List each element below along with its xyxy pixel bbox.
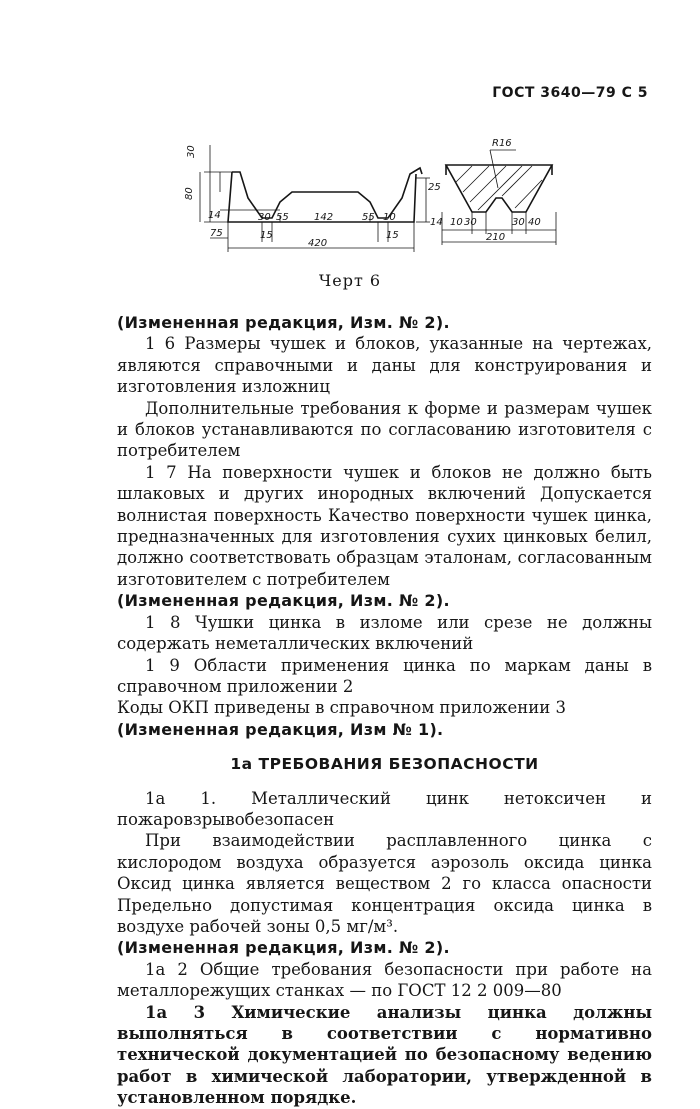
paragraph-okp-codes: Коды ОКП приведены в справочном приложении 3: [117, 698, 567, 718]
dim-55-left: 55: [276, 212, 289, 223]
amendment-note: (Измененная редакция, Изм. № 2).: [117, 938, 450, 958]
paragraph-1a-3: 1а 3 Химические анализы цинка должны выполняться в соответствии с нормативно технической документацией по безопасному ведению работ в химической лаборатории, утвержденной в установленном порядке.: [117, 1002, 652, 1108]
dim-15-right: 15: [386, 230, 399, 241]
dim-30-left: 30: [258, 212, 271, 223]
dim-14-left: 14: [208, 210, 221, 221]
dim-10: 10: [383, 212, 396, 223]
paragraph-1-9: 1 9 Области применения цинка по маркам даны в справочном приложении 2: [117, 655, 652, 696]
dim-30-height: 30: [186, 145, 197, 158]
dim-14-block: 14: [430, 217, 443, 228]
ingot-drawing: [180, 130, 570, 260]
dim-10-block: 10: [450, 217, 463, 228]
paragraph-1-8: 1 8 Чушки цинка в изломе или срезе не должны содержать неметаллических включений: [117, 612, 652, 654]
dim-210: 210: [486, 232, 506, 243]
dim-25: 25: [428, 182, 441, 193]
paragraph-1-6-additional: Дополнительные требования к форме и размерам чушек и блоков устанавливаются по согласованию изготовителя с потребителем: [117, 398, 652, 461]
dim-142: 142: [314, 212, 334, 223]
dim-80-height: 80: [184, 187, 195, 200]
dim-40: 40: [528, 217, 541, 228]
paragraph-1a-1: 1а 1. Металлический цинк нетоксичен и пожаровзрывобезопасен: [117, 788, 652, 829]
document-body: [117, 312, 652, 1109]
paragraph-1a-1-details: При взаимодействии расплавленного цинка с кислородом воздуха образуется аэрозоль оксида цинка Оксид цинка является веществом 2 го класса опасности Предельно допустимая концентрация оксида цинка в воздухе рабочей зоны 0,5 мг/м³.: [117, 831, 652, 936]
dim-r16: R16: [492, 138, 512, 149]
dim-55-right: 55: [362, 212, 375, 223]
paragraph-1a-2: 1а 2 Общие требования безопасности при работе на металлорежущих станках — по ГОСТ 12 2 009—80: [117, 959, 652, 1001]
paragraph-1-7: 1 7 На поверхности чушек и блоков не должно быть шлаковых и других инородных включений Допускается волнистая поверхность Качество поверхности чушек цинка, предназначенных для изготовления сухих цинковых белил, должно соответствовать образцам эталонам, согласованным изготовителем с потребителем: [117, 462, 652, 589]
amendment-note: (Измененная редакция, Изм № 1).: [117, 719, 444, 739]
dim-15-left: 15: [260, 230, 273, 241]
figure-caption: Черт 6: [318, 271, 382, 290]
amendment-note: (Измененная редакция, Изм. № 2).: [117, 313, 450, 332]
page-header-gost: ГОСТ 3640—79 С 5: [492, 85, 648, 101]
ingot-drawing-svg: [180, 130, 570, 260]
section-title: 1а ТРЕБОВАНИЯ БЕЗОПАСНОСТИ: [230, 755, 539, 774]
paragraph-1-6: 1 6 Размеры чушек и блоков, указанные на чертежах, являются справочными и даны для конструирования и изготовления изложниц: [117, 334, 652, 397]
dim-75: 75: [210, 228, 223, 239]
dim-30-block-left: 30: [464, 217, 477, 228]
dim-420: 420: [308, 238, 328, 249]
amendment-note: (Измененная редакция, Изм. № 2).: [117, 591, 450, 611]
block-hatching: [456, 166, 542, 210]
dim-30-block-right: 30: [512, 217, 525, 228]
